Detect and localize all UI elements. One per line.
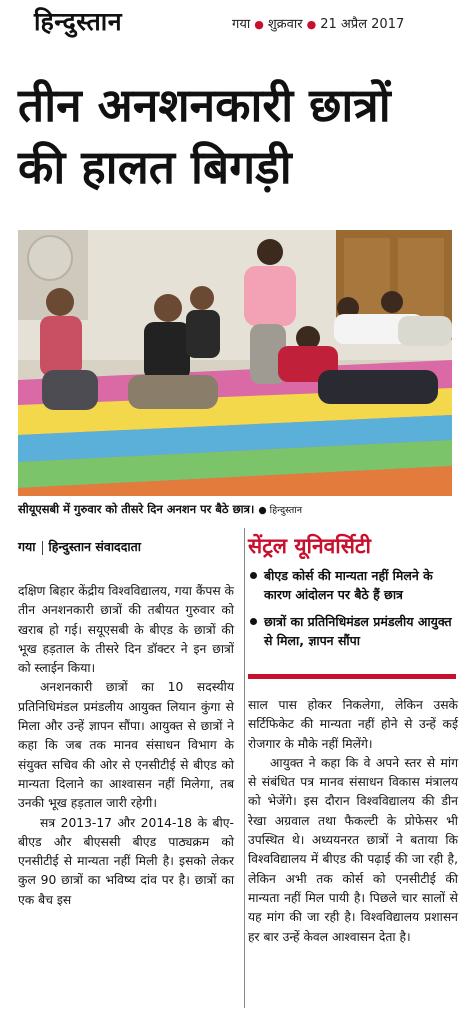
byline-reporter: हिन्दुस्तान संवाददाता [48, 539, 141, 554]
article-column-right [248, 696, 458, 947]
article-paragraph: आयुक्त ने कहा कि वे अपने स्तर से मांग से संबंधित पत्र मानव संसाधन विकास मंत्रालय को भेजेंगे। इस दौरान विश्वविद्यालय की डीन रेखा अग्रवाल तथा फैकल्टी के प्रोफेसर भी उपस्थित थे। अध्ययनरत छात्रों ने बताया कि विश्वविद्यालय में बीएड की पढ़ाई की जा रही है, लेकिन अभी तक कोर्स को एनसीटीई की मान्यता नहीं मिल पायी है। पिछले चार सालों से यह मांग की जा रही है। विश्वविद्यालय प्रशासन हर बार उन्हें केवल आश्वासन देता है। [248, 755, 458, 944]
bullet-icon: ● [306, 18, 317, 31]
byline [18, 538, 141, 555]
article-column-left [18, 582, 234, 910]
headline [18, 74, 458, 198]
photo-caption-text: सीयूएसबी में गुरुवार को तीसरे दिन अनशन पर बैठे छात्र। [18, 502, 255, 516]
article-paragraph: सत्र 2013-17 और 2014-18 के बीए-बीएड और बीएससी बीएड पाठ्यक्रम को एनसीटीई से मान्यता नहीं मिली है। इसको लेकर कुल 90 छात्रों का भविष्य दांव पर है। छात्रों का एक बैच इस [18, 815, 234, 907]
dateline-city: गया [232, 17, 251, 32]
article-paragraph: अनशनकारी छात्रों का 10 सदस्यीय प्रतिनिधिमंडल प्रमंडलीय आयुक्त लियान कुंगा से मिला और उन्हें ज्ञापन सौंपा। आयुक्त से छात्रों ने कहा कि जब तक मानव संसाधन विभाग के संयुक्त सचिव की ओर से एनसीटीई से बीएड को मान्यता दिलाने का आश्वासन नहीं मिलेगा, तब उनकी भूख हड़ताल जारी रहेगी। [18, 680, 234, 811]
newspaper-name: हिन्दुस्तान [34, 7, 123, 36]
photo-credit: ● हिन्दुस्तान [258, 505, 302, 516]
photo-caption [18, 502, 458, 517]
bullet-icon: ● [254, 18, 264, 31]
masthead [34, 4, 454, 46]
news-photo [18, 230, 452, 496]
photo-illustration [18, 230, 452, 496]
section-title: सेंट्रल यूनिवर्सिटी [248, 534, 371, 558]
article-paragraph: साल पास होकर निकलेगा, लेकिन उसके सर्टिफिकेट की मान्यता नहीं होने से उन्हें कई रोजगार के मौके नहीं मिलेंगे। [248, 698, 458, 751]
article-paragraph: दक्षिण बिहार केंद्रीय विश्वविद्यालय, गया कैंपस के तीन अनशनकारी छात्रों की तबीयत गुरुवार को खराब हो गई। सयूएसबी के बीएड के छात्रों की भूख हड़ताल के तीसरे दिन डॉक्टर ने इन छात्रों को स्लाईन किया। [18, 584, 234, 676]
section-red-bar [248, 674, 456, 679]
highlights-list [248, 566, 458, 658]
dateline [232, 14, 404, 32]
byline-divider [42, 541, 43, 555]
dateline-date: 21 अप्रैल 2017 [320, 17, 405, 32]
photo-credit-text: हिन्दुस्तान [269, 505, 302, 516]
highlight-item: छात्रों का प्रतिनिधिमंडल प्रमंडलीय आयुक्त से मिला, ज्ञापन सौंपा [248, 612, 458, 650]
column-divider [244, 528, 245, 1008]
dateline-day: शुक्रवार [267, 17, 303, 32]
byline-place: गया [18, 539, 36, 554]
headline-line-1: तीन अनशनकारी छात्रों [18, 78, 391, 132]
highlight-item: बीएड कोर्स की मान्यता नहीं मिलने के कारण आंदोलन पर बैठे हैं छात्र [248, 566, 458, 604]
headline-line-2: की हालत बिगड़ी [18, 140, 292, 194]
